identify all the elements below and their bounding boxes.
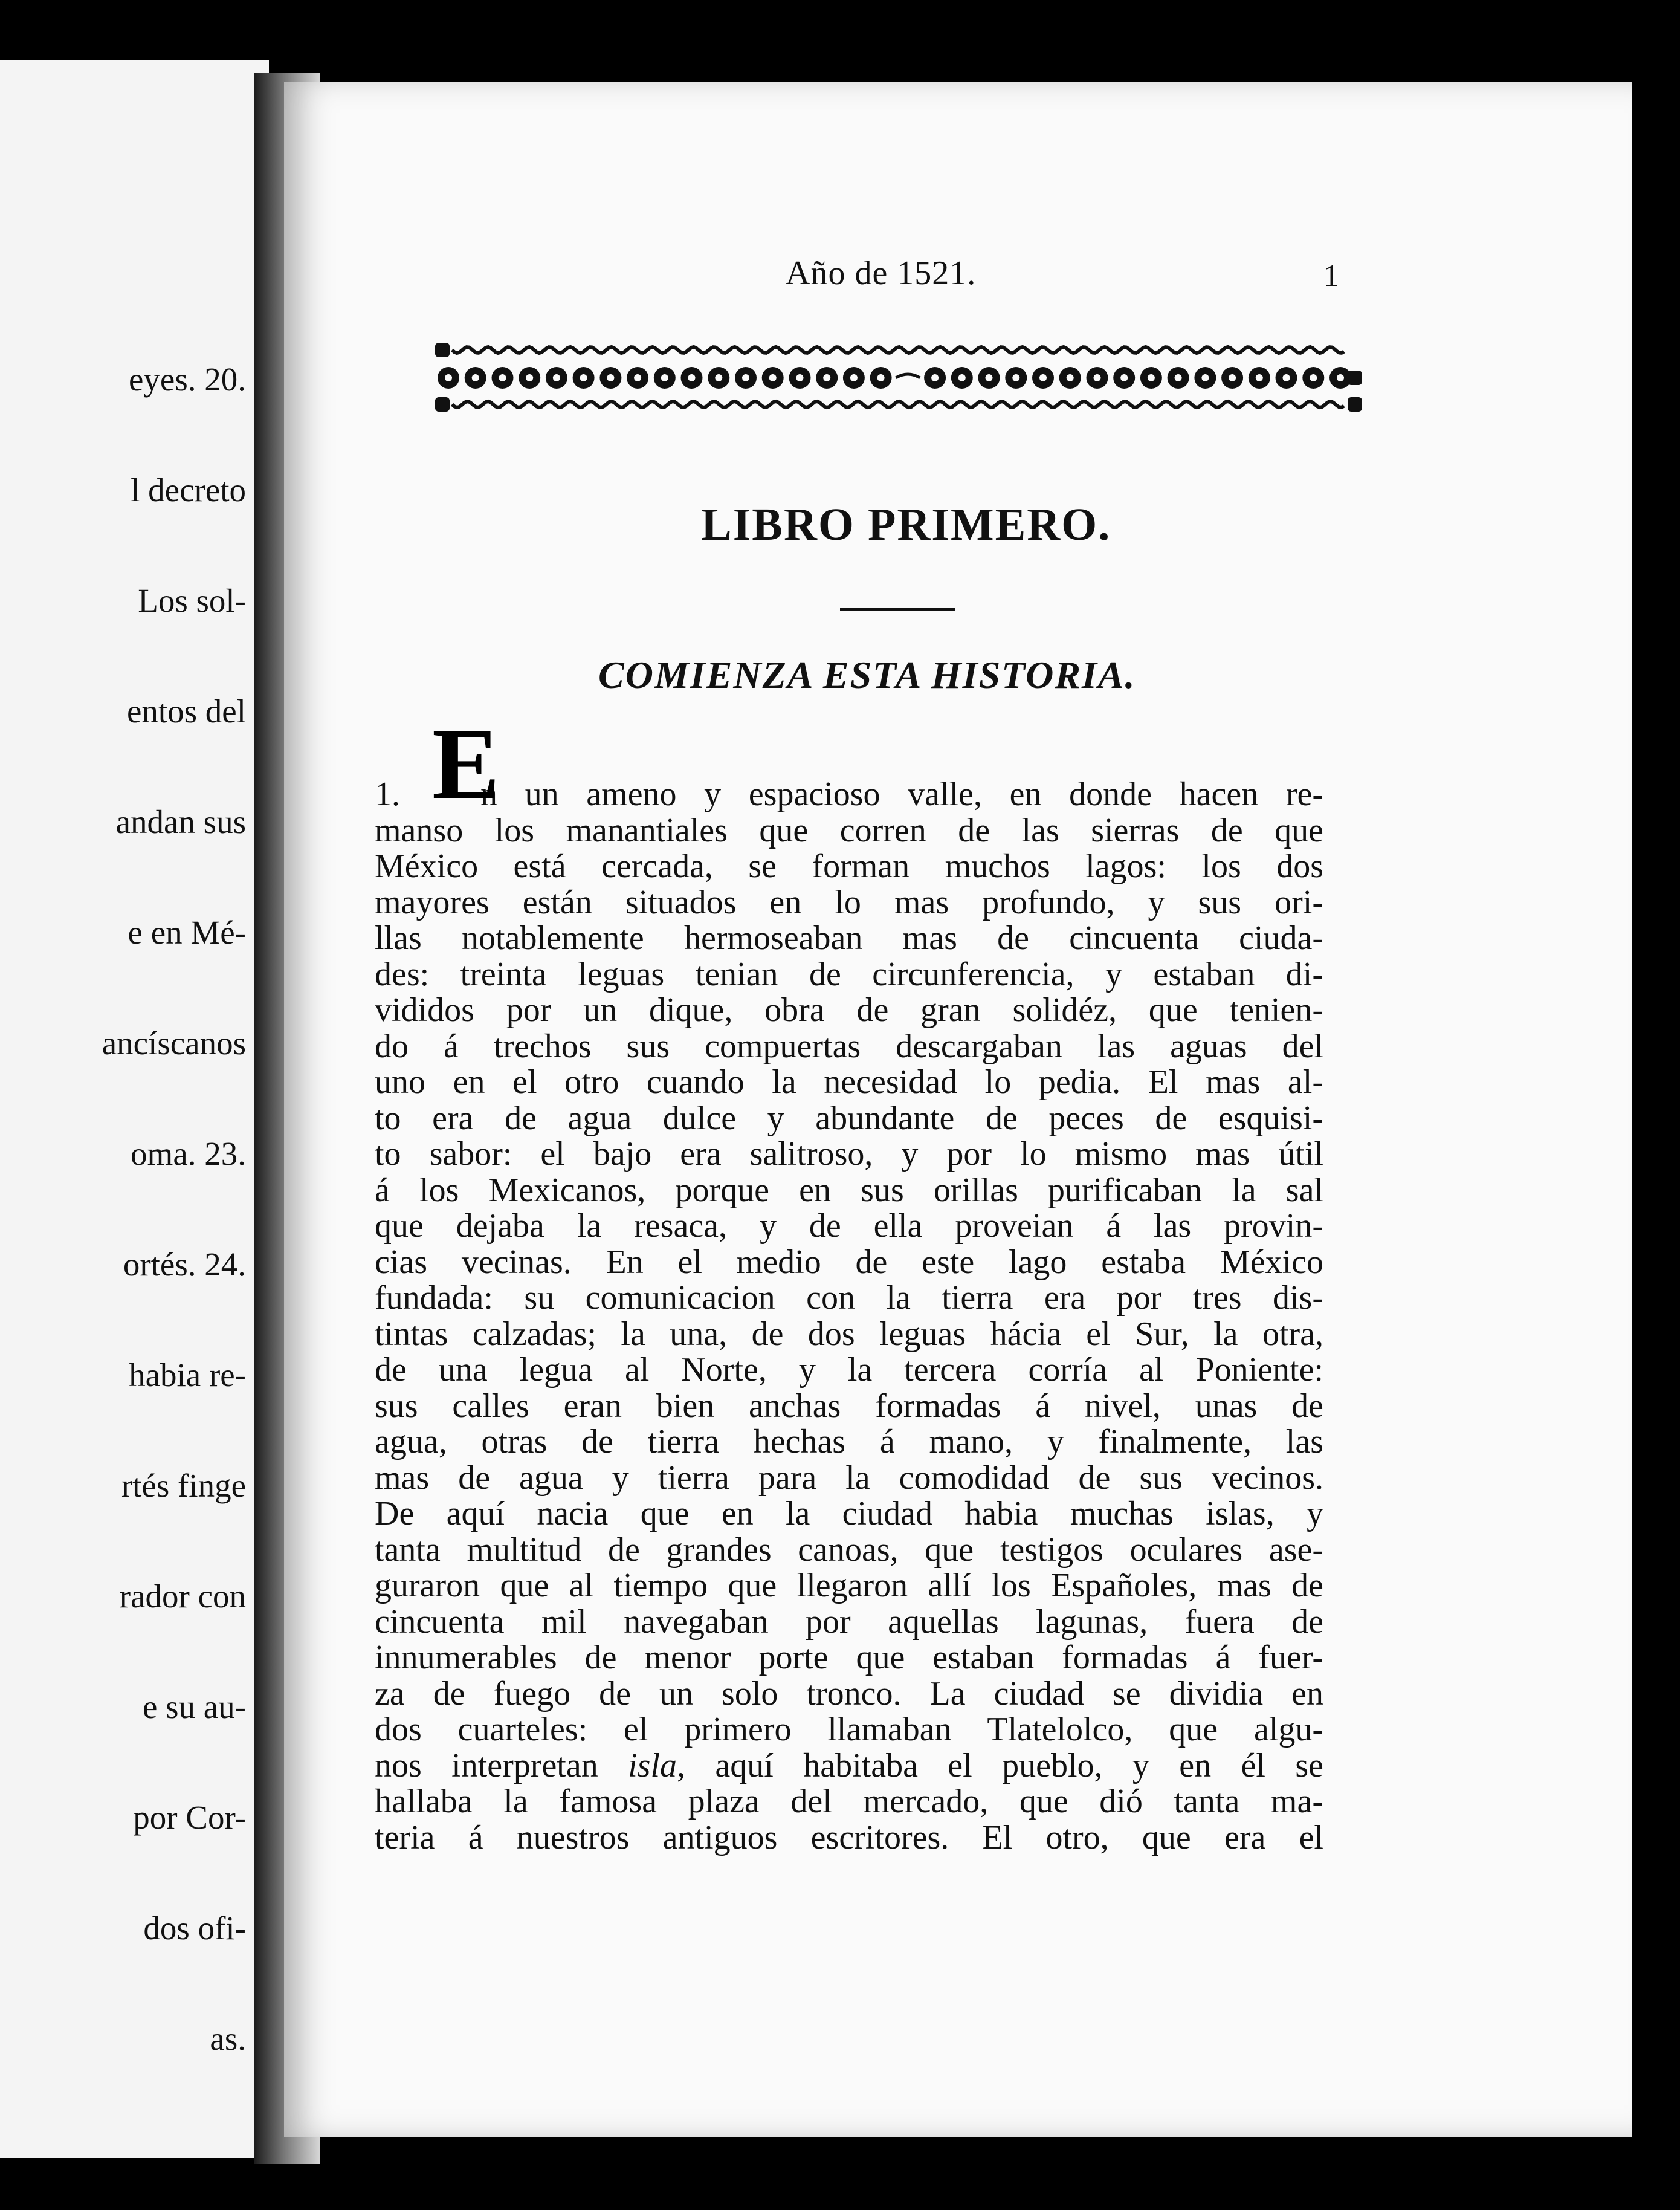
ornament-flower-center: [472, 374, 479, 381]
body-line: vididos por un dique, obra de gran solidéz, que tenien-: [375, 991, 1323, 1029]
previous-page: [0, 60, 269, 2158]
previous-page-line: andan sus: [115, 803, 246, 840]
ornament-corner-square: [435, 343, 450, 357]
body-line: cias vecinas. En el medio de este lago estaba México: [375, 1243, 1323, 1281]
ornament-flower-center: [1094, 374, 1101, 381]
ornament-flower-center: [661, 374, 668, 381]
body-line: México está cercada, se forman muchos lagos: los dos: [375, 847, 1323, 885]
ornament-corner-square: [1348, 371, 1362, 385]
ornament-center-wave: [896, 374, 920, 378]
ornament-flower-center: [1120, 374, 1128, 381]
ornament-flower-center: [634, 374, 641, 381]
ornament-corner-square: [435, 397, 450, 412]
previous-page-line: l decreto: [131, 471, 246, 508]
body-line: to era de agua dulce y abundante de peces de esquisi-: [375, 1099, 1323, 1137]
previous-page-line: dos ofi-: [143, 1910, 246, 1946]
previous-page-text: [102, 287, 246, 2131]
body-line: sus calles eran bien anchas formadas á nivel, unas de: [375, 1387, 1323, 1425]
previous-page-line: oma. 23.: [131, 1135, 246, 1172]
body-line: uno en el otro cuando la necesidad lo pedia. El mas al-: [375, 1063, 1323, 1101]
previous-page-line: ortés. 24.: [123, 1246, 246, 1283]
previous-page-line: rtés finge: [121, 1467, 246, 1504]
body-line: [375, 777, 1323, 813]
body-line: fundada: su comunicacion con la tierra era por tres dis-: [375, 1279, 1323, 1317]
body-line: manso los manantiales que corren de las sierras de que: [375, 811, 1323, 849]
body-line: des: treinta leguas tenian de circunferencia, y estaban di-: [375, 955, 1323, 993]
body-line: teria á nuestros antiguos escritores. El otro, que era el: [375, 1818, 1323, 1856]
previous-page-line: rador con: [119, 1578, 246, 1615]
body-line: mas de agua y tierra para la comodidad de sus vecinos.: [375, 1459, 1323, 1497]
italic-word: isla: [628, 1746, 677, 1784]
ornament-flower-center: [1256, 374, 1263, 381]
body-line: to sabor: el bajo era salitroso, y por lo mismo mas útil: [375, 1135, 1323, 1173]
title-rule-divider: [840, 608, 955, 611]
body-line: de una legua al Norte, y la tercera corría al Poniente:: [375, 1351, 1323, 1389]
ornament-flower-center: [986, 374, 993, 381]
body-line: innumerables de menor porte que estaban formadas á fuer-: [375, 1639, 1323, 1676]
body-line: nos interpretan isla, aquí habitaba el pueblo, y en él se: [375, 1746, 1324, 1784]
body-line: za de fuego de un solo tronco. La ciudad se dividia en: [375, 1674, 1323, 1713]
ornament-flower-center: [445, 374, 452, 381]
ornament-bottom-wave: [452, 401, 1344, 407]
body-line: cincuenta mil navegaban por aquellas lagunas, fuera de: [375, 1602, 1323, 1641]
ornament-flower-center: [499, 374, 506, 381]
previous-page-line: eyes. 20.: [129, 361, 246, 398]
drop-cap-initial: E: [432, 708, 500, 820]
ornament-flower-center: [1175, 374, 1182, 381]
ornament-flower-center: [553, 374, 560, 381]
ornament-flower-center: [715, 374, 722, 381]
previous-page-line: ancíscanos: [102, 1025, 246, 1061]
body-line: á los Mexicanos, porque en sus orillas purificaban la sal: [375, 1171, 1323, 1209]
previous-page-line: habia re-: [129, 1356, 246, 1393]
ornament-flower-center: [1148, 374, 1155, 381]
body-line: hallaba la famosa plaza del mercado, que dió tanta ma-: [375, 1783, 1323, 1820]
ornament-flower-center: [1012, 374, 1019, 381]
body-line: De aquí nacia que en la ciudad habia muchas islas, y: [375, 1495, 1323, 1532]
body-line: tintas calzadas; la una, de dos leguas hácia el Sur, la otra,: [375, 1315, 1323, 1353]
ornament-flower-center: [769, 374, 777, 381]
book-title: LIBRO PRIMERO.: [701, 499, 1111, 550]
body-line: do á trechos sus compuertas descargaban las aguas del: [375, 1027, 1323, 1065]
paragraph-number: 1.: [375, 776, 400, 813]
ornament-flower-center: [1201, 374, 1209, 381]
ornament-top-wave: [452, 347, 1344, 353]
body-line-text: n un ameno y espacioso valle, en donde hacen re-: [480, 776, 1323, 813]
previous-page-line: e en Mé-: [128, 914, 246, 951]
ornament-flower-center: [1283, 374, 1290, 381]
previous-page-line: e su au-: [142, 1688, 246, 1725]
previous-page-line: por Cor-: [133, 1799, 246, 1836]
ornament-flower-center: [1229, 374, 1236, 381]
ornament-flower-center: [796, 374, 804, 381]
ornament-flower-center: [850, 374, 858, 381]
ornament-flower-center: [1067, 374, 1074, 381]
body-line: dos cuarteles: el primero llamaban Tlatelolco, que algu-: [375, 1711, 1323, 1748]
ornament-flower-center: [931, 374, 939, 381]
body-line: agua, otras de tierra hechas á mano, y finalmente, las: [375, 1423, 1323, 1460]
decorative-border-ornament: [434, 342, 1365, 414]
ornament-flower-center: [958, 374, 966, 381]
previous-page-line: entos del: [126, 693, 246, 730]
previous-page-line: as.: [210, 2020, 246, 2057]
ornament-flower-center: [1337, 374, 1344, 381]
ornament-flower-center: [580, 374, 587, 381]
chapter-heading: COMIENZA ESTA HISTORIA.: [598, 653, 1136, 696]
ornament-flower-center: [526, 374, 533, 381]
body-line: que dejaba la resaca, y de ella proveian á las provin-: [375, 1207, 1323, 1245]
ornament-flower-row: [438, 367, 1351, 389]
body-text: [375, 708, 1324, 1856]
ornament-flower-center: [1039, 374, 1047, 381]
body-line: mayores están situados en lo mas profundo, y sus ori-: [375, 883, 1323, 921]
ornament-flower-center: [742, 374, 749, 381]
body-line: tanta multitud de grandes canoas, que testigos oculares ase-: [375, 1531, 1323, 1569]
running-head: Año de 1521.: [786, 254, 977, 292]
body-lines: [375, 777, 1323, 1856]
ornament-flower-center: [688, 374, 696, 381]
ornament-flower-center: [1310, 374, 1317, 381]
body-line: guraron que al tiempo que llegaron allí los Españoles, mas de: [375, 1567, 1323, 1604]
ornament-corner-square: [1348, 397, 1362, 412]
ornament-flower-center: [877, 374, 885, 381]
body-line: llas notablemente hermoseaban mas de cincuenta ciuda-: [375, 919, 1323, 957]
current-page: [284, 82, 1632, 2137]
previous-page-line: Los sol-: [138, 582, 246, 619]
page-number: 1: [1323, 259, 1339, 293]
ornament-flower-center: [823, 374, 830, 381]
ornament-flower-center: [607, 374, 614, 381]
